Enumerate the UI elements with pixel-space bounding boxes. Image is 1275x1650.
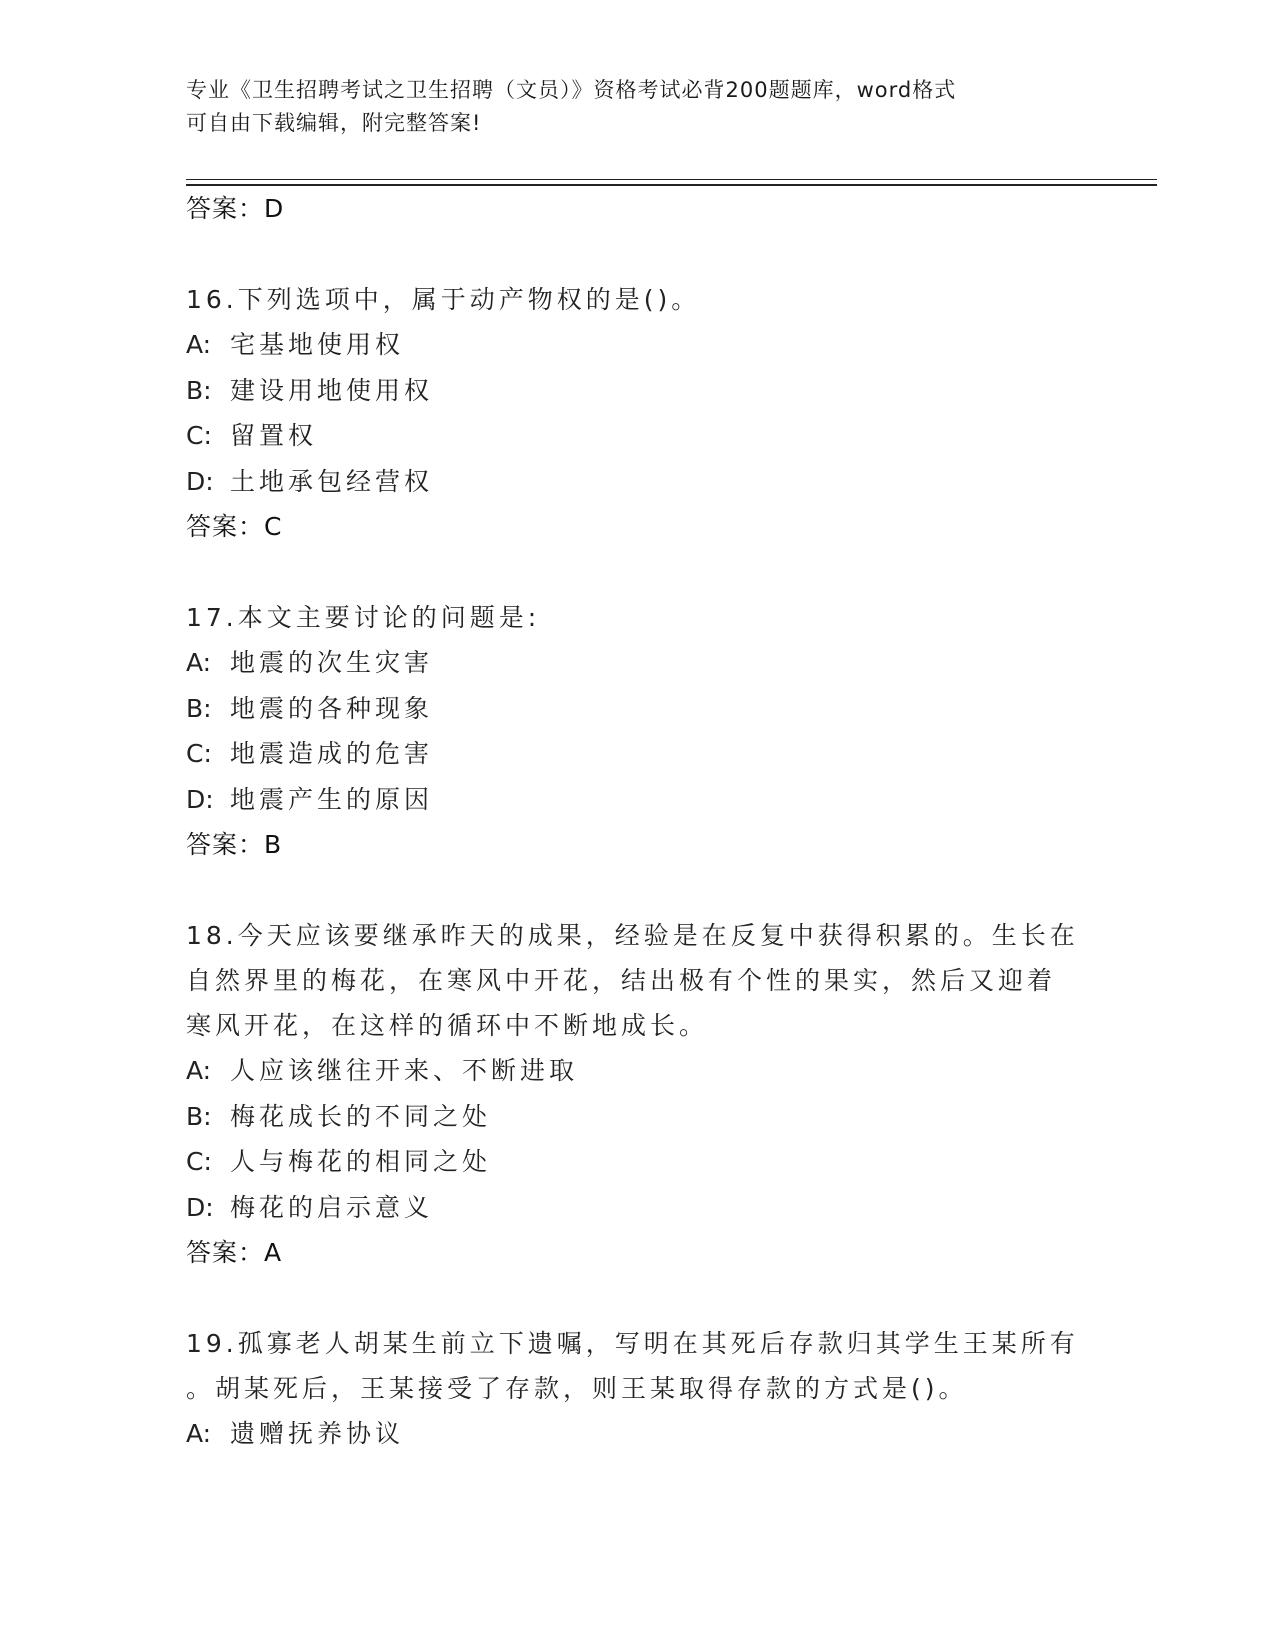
option-text: 地震造成的危害 (230, 739, 434, 768)
question-19-option-a (186, 1411, 1086, 1457)
question-17-option-c (186, 731, 1086, 777)
question-18-answer: 答案：A (186, 1238, 283, 1267)
option-text: 人与梅花的相同之处 (230, 1147, 492, 1176)
question-18-option-a (186, 1048, 1086, 1094)
option-text: 土地承包经营权 (230, 466, 434, 496)
option-letter: A: (186, 330, 212, 359)
header-line-2: 可自由下载编辑，附完整答案! (186, 111, 482, 135)
option-letter: C: (186, 739, 212, 768)
spacer (186, 868, 1086, 913)
spacer (186, 550, 1086, 595)
option-letter: D: (186, 466, 214, 496)
option-text: 宅基地使用权 (230, 330, 405, 359)
question-17-option-d (186, 777, 1086, 823)
question-16-option-d (186, 459, 1086, 505)
question-18-option-d (186, 1185, 1086, 1231)
option-letter: A: (186, 1056, 212, 1085)
question-19-stem-line-2: 。胡某死后，王某接受了存款，则王某取得存款的方式是()。 (186, 1374, 968, 1403)
option-text: 遗赠抚养协议 (230, 1419, 405, 1448)
option-letter: B: (186, 1101, 212, 1131)
question-18-stem-line-3: 寒风开花，在这样的循环中不断地成长。 (186, 1011, 709, 1040)
option-letter: A: (186, 648, 212, 677)
question-18-option-c (186, 1139, 1086, 1185)
question-16 (186, 277, 1086, 550)
question-17-stem: 17.本文主要讨论的问题是: (186, 603, 541, 632)
option-text: 建设用地使用权 (230, 375, 434, 405)
option-letter: D: (186, 1192, 214, 1222)
question-19 (186, 1321, 1086, 1457)
option-text: 留置权 (230, 421, 318, 450)
question-16-option-a (186, 322, 1086, 368)
question-18-option-b (186, 1094, 1086, 1140)
option-text: 地震的各种现象 (230, 693, 434, 723)
question-19-stem-line-1: 19.孤寡老人胡某生前立下遗嘱，写明在其死后存款归其学生王某所有 (186, 1329, 1079, 1358)
option-text: 人应该继往开来、不断进取 (230, 1056, 579, 1085)
answer-15: 答案：D (186, 194, 285, 223)
question-17-option-a (186, 640, 1086, 686)
document-header (186, 74, 1086, 140)
question-16-stem: 16.下列选项中，属于动产物权的是()。 (186, 285, 701, 314)
spacer (186, 1276, 1086, 1321)
question-18-stem-line-1: 18.今天应该要继承昨天的成果，经验是在反复中获得积累的。生长在 (186, 921, 1079, 950)
header-line-1: 专业《卫生招聘考试之卫生招聘（文员）》资格考试必背200题题库，word格式 (186, 78, 957, 102)
option-letter: C: (186, 421, 212, 450)
question-16-option-b (186, 368, 1086, 414)
question-17-answer: 答案：B (186, 830, 283, 859)
option-letter: B: (186, 375, 212, 405)
question-17 (186, 595, 1086, 868)
document-body (186, 186, 1086, 1457)
option-letter: C: (186, 1147, 212, 1176)
header-rule-thin (186, 179, 1157, 180)
question-16-option-c (186, 413, 1086, 459)
option-letter: A: (186, 1419, 212, 1448)
question-17-option-b (186, 686, 1086, 732)
option-letter: B: (186, 693, 212, 723)
spacer (186, 232, 1086, 277)
question-18 (186, 913, 1086, 1276)
option-letter: D: (186, 784, 214, 814)
option-text: 梅花成长的不同之处 (230, 1101, 492, 1131)
option-text: 地震的次生灾害 (230, 648, 434, 677)
question-16-answer: 答案：C (186, 512, 283, 541)
option-text: 梅花的启示意义 (230, 1192, 434, 1222)
option-text: 地震产生的原因 (230, 784, 434, 814)
question-18-stem-line-2: 自然界里的梅花，在寒风中开花，结出极有个性的果实，然后又迎着 (186, 966, 1057, 995)
